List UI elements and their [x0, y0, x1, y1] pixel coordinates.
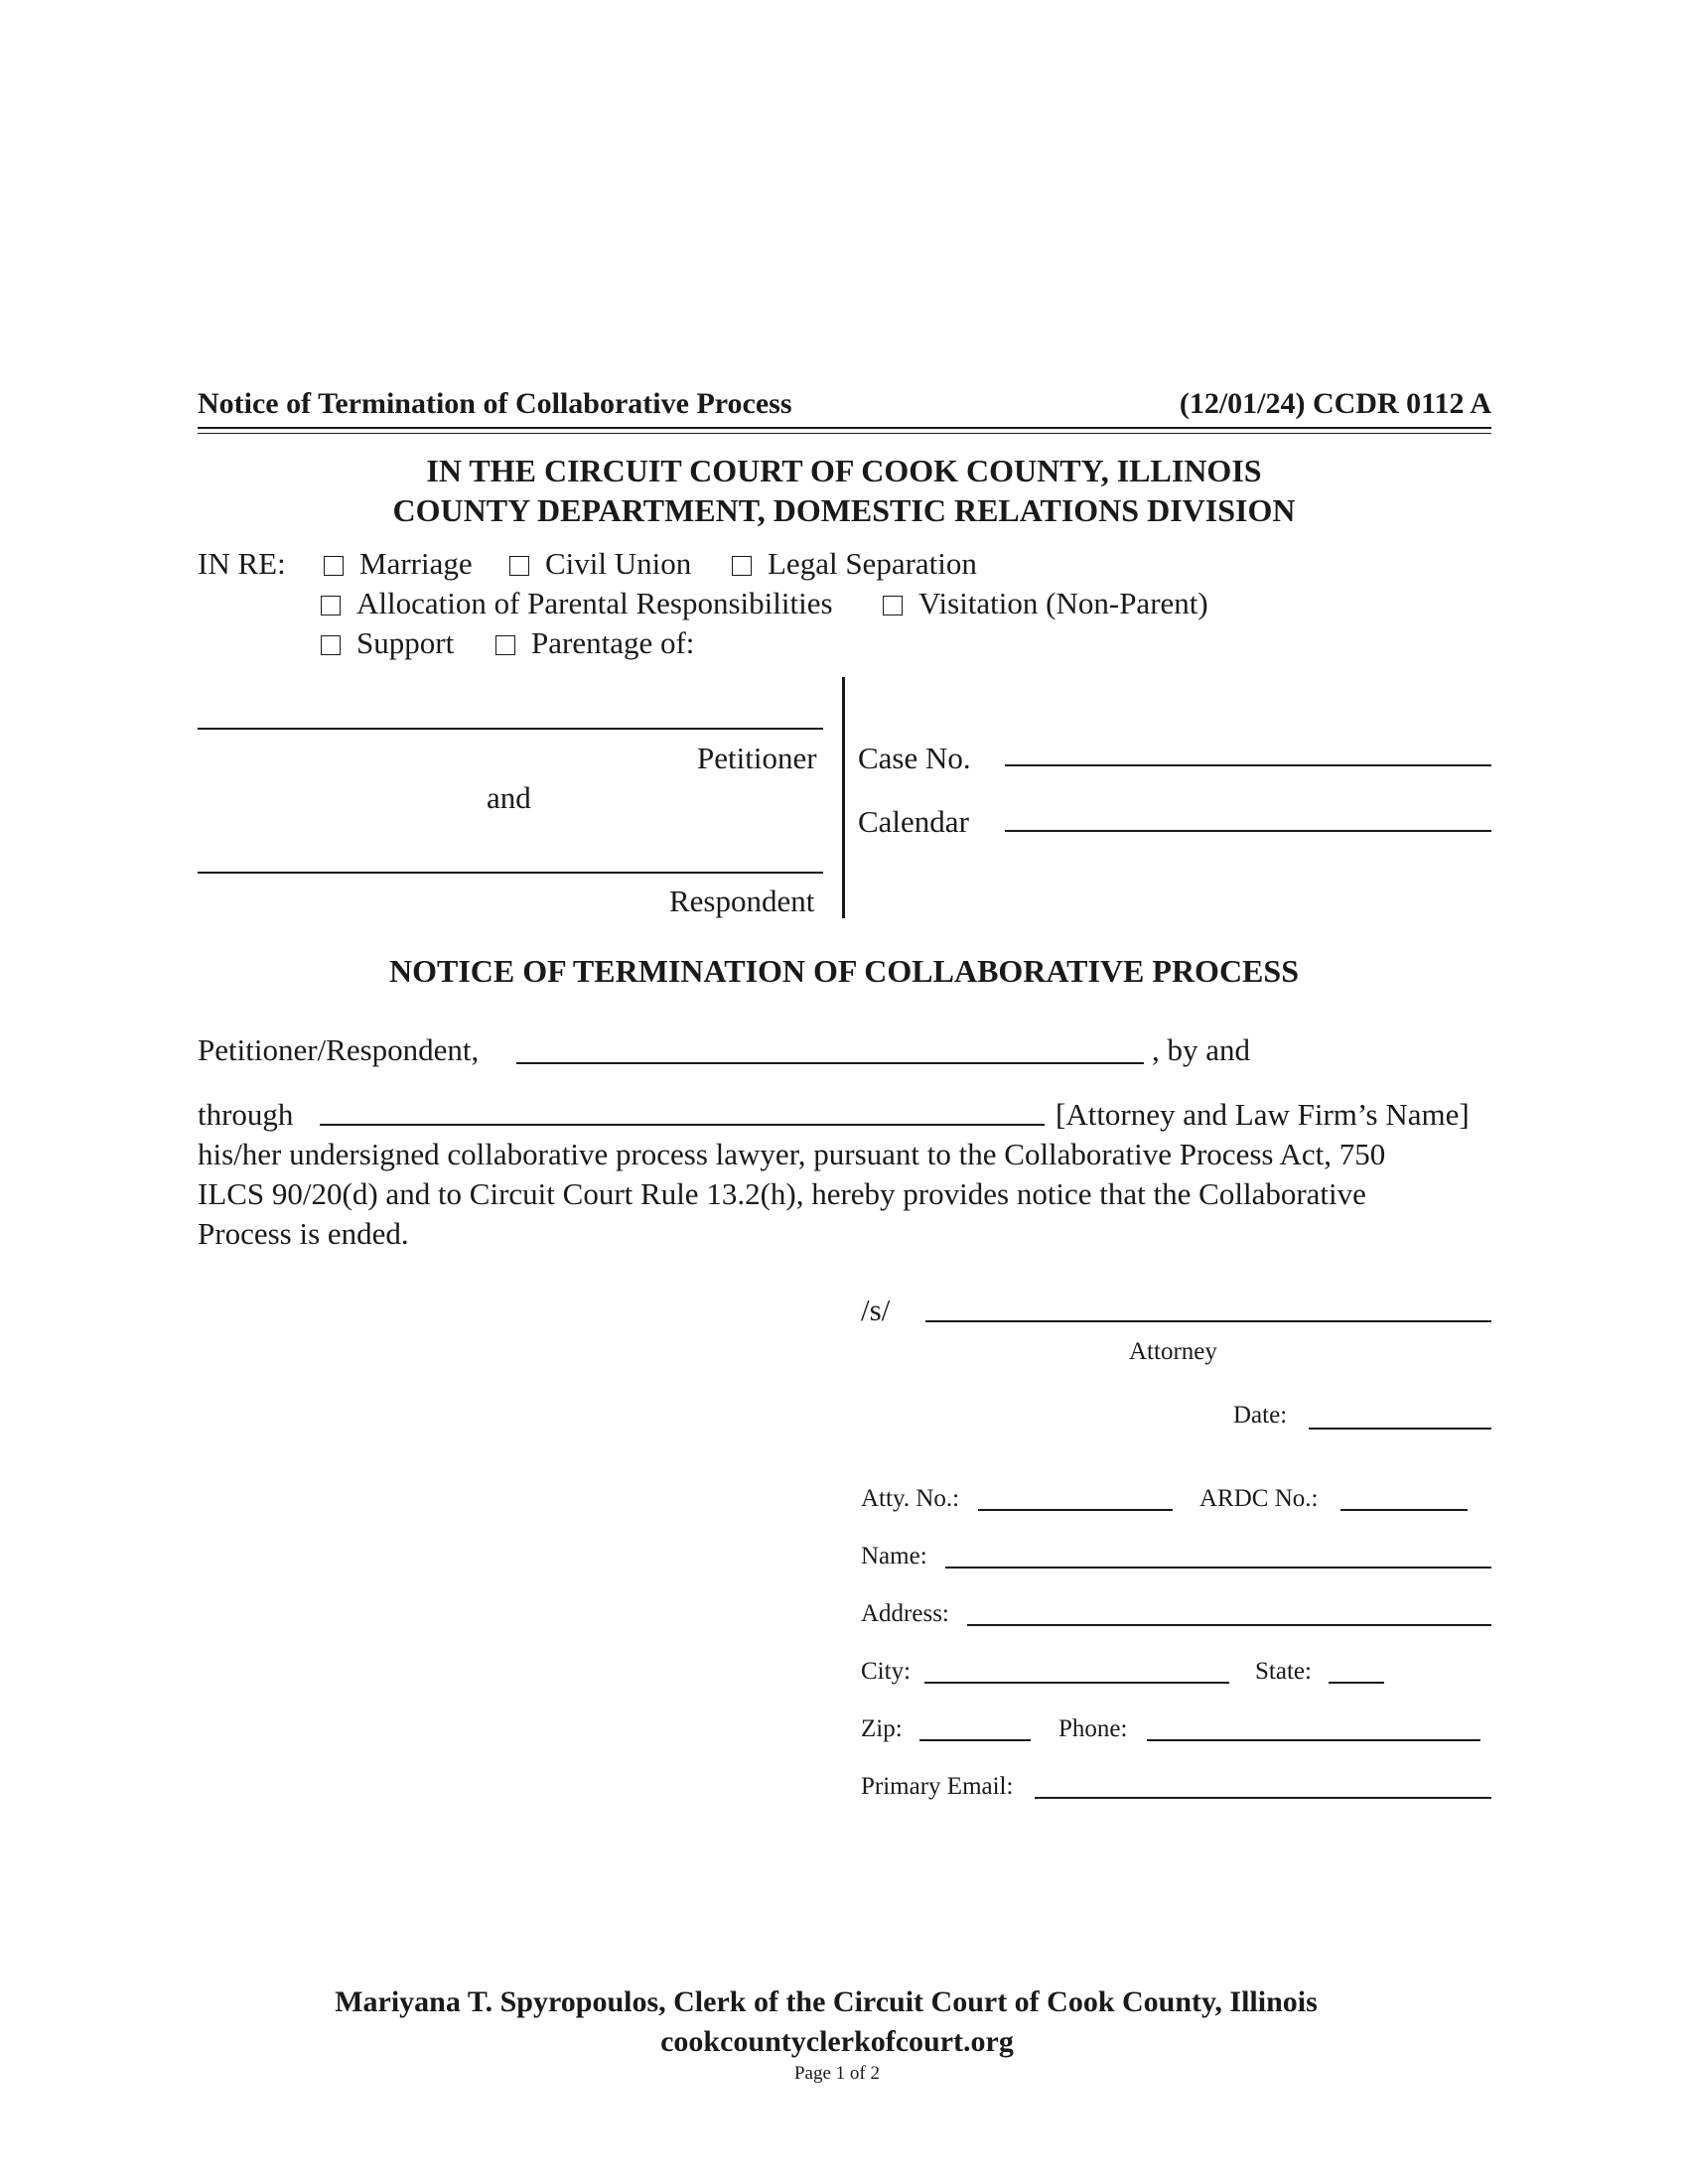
calendar-label: Calendar — [858, 804, 969, 839]
checkbox-icon[interactable] — [732, 556, 752, 576]
clerk-website: cookcountyclerkofcourt.org — [660, 2025, 1014, 2058]
by-and-label: , by and — [1152, 1032, 1251, 1067]
respondent-name-field[interactable] — [198, 872, 823, 874]
name-field[interactable] — [945, 1567, 1491, 1569]
s-label: /s/ — [861, 1293, 891, 1327]
attorney-firm-hint: [Attorney and Law Firm’s Name] — [1055, 1097, 1470, 1132]
city-field[interactable] — [924, 1682, 1229, 1684]
option-support[interactable]: Support — [321, 625, 454, 661]
party-name-field[interactable] — [516, 1062, 1144, 1064]
phone-field[interactable] — [1147, 1739, 1480, 1741]
through-label: through — [198, 1097, 294, 1132]
checkbox-icon[interactable] — [324, 556, 344, 576]
petitioner-name-field[interactable] — [198, 728, 823, 730]
checkbox-icon[interactable] — [321, 635, 341, 655]
ardc-no-label: ARDC No.: — [1199, 1485, 1319, 1512]
court-line-2: COUNTY DEPARTMENT, DOMESTIC RELATIONS DIVISION — [392, 492, 1296, 528]
date-field[interactable] — [1309, 1428, 1491, 1430]
atty-no-label: Atty. No.: — [861, 1485, 960, 1512]
form-title: Notice of Termination of Collaborative Process — [198, 387, 792, 420]
option-marriage[interactable]: Marriage — [324, 546, 473, 582]
case-no-label: Case No. — [858, 741, 971, 775]
address-field[interactable] — [967, 1624, 1491, 1626]
and-label: and — [487, 780, 531, 815]
email-field[interactable] — [1035, 1797, 1491, 1799]
date-label: Date: — [1233, 1402, 1288, 1429]
option-civil-union[interactable]: Civil Union — [509, 546, 691, 582]
court-line-1: IN THE CIRCUIT COURT OF COOK COUNTY, ILLINOIS — [426, 453, 1262, 488]
option-parentage[interactable]: Parentage of: — [495, 625, 694, 661]
petitioner-respondent-label: Petitioner/Respondent, — [198, 1032, 480, 1067]
petitioner-label: Petitioner — [697, 741, 817, 775]
in-re-label: IN RE: — [198, 546, 286, 581]
clerk-line: Mariyana T. Spyropoulos, Clerk of the Circuit Court of Cook County, Illinois — [335, 1985, 1318, 2018]
body-line-2: ILCS 90/20(d) and to Circuit Court Rule 13.2(h), hereby provides notice that the Collaborative — [198, 1176, 1366, 1211]
header-rule-top — [198, 427, 1491, 429]
atty-no-field[interactable] — [978, 1509, 1173, 1511]
city-label: City: — [861, 1658, 912, 1685]
attorney-label: Attorney — [1129, 1338, 1217, 1365]
state-field[interactable] — [1329, 1682, 1384, 1684]
page-number: Page 1 of 2 — [793, 2063, 880, 2084]
zip-field[interactable] — [919, 1739, 1031, 1741]
address-label: Address: — [861, 1600, 949, 1627]
caption-divider — [842, 677, 845, 918]
respondent-label: Respondent — [669, 884, 815, 918]
checkbox-icon[interactable] — [883, 596, 903, 615]
zip-label: Zip: — [861, 1715, 903, 1742]
phone-label: Phone: — [1058, 1715, 1128, 1742]
ardc-no-field[interactable] — [1340, 1509, 1468, 1511]
header-rule-bottom — [198, 433, 1491, 434]
option-visitation[interactable]: Visitation (Non-Parent) — [883, 586, 1208, 621]
body-line-3: Process is ended. — [198, 1216, 409, 1251]
form-code: (12/01/24) CCDR 0112 A — [1179, 387, 1491, 420]
name-label: Name: — [861, 1543, 927, 1570]
body-line-1: his/her undersigned collaborative process lawyer, pursuant to the Collaborative Process Act, 750 — [198, 1137, 1386, 1171]
state-label: State: — [1255, 1658, 1312, 1685]
option-allocation-parental[interactable]: Allocation of Parental Responsibilities — [321, 586, 833, 621]
option-legal-separation[interactable]: Legal Separation — [732, 546, 977, 582]
attorney-firm-field[interactable] — [320, 1124, 1045, 1126]
checkbox-icon[interactable] — [509, 556, 529, 576]
notice-title: NOTICE OF TERMINATION OF COLLABORATIVE PROCESS — [389, 953, 1299, 989]
email-label: Primary Email: — [861, 1773, 1014, 1800]
calendar-field[interactable] — [1005, 830, 1491, 832]
checkbox-icon[interactable] — [321, 596, 341, 615]
signature-field[interactable] — [925, 1320, 1491, 1322]
case-no-field[interactable] — [1005, 764, 1491, 766]
checkbox-icon[interactable] — [495, 635, 515, 655]
